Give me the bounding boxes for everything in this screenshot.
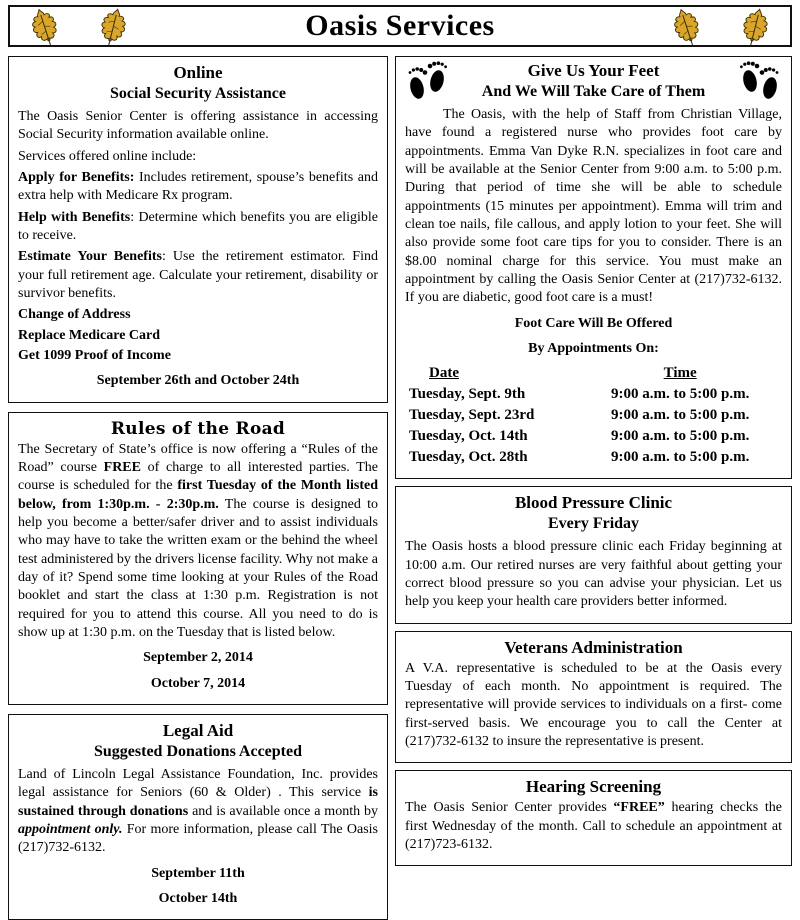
footcare-table-header xyxy=(405,365,782,382)
footcare-offer-line1: Foot Care Will Be Offered xyxy=(514,315,673,331)
text-segment: The Oasis Senior Center provides xyxy=(405,800,614,816)
hearing-title: Hearing Screening xyxy=(525,777,662,797)
footcare-table-row xyxy=(405,449,782,466)
text-segment-bold: Help with Benefits xyxy=(18,209,131,225)
section-online-social-security xyxy=(8,56,388,403)
online-bold-line: Get 1099 Proof of Income xyxy=(18,347,171,363)
online-estimate-paragraph xyxy=(18,248,378,303)
text-segment-bold: Apply for Benefits: xyxy=(18,169,135,185)
online-title: Online xyxy=(173,63,223,82)
content-columns xyxy=(0,56,800,920)
text-segment: and is available once a month by xyxy=(188,803,378,819)
text-segment: For more information, please call The Oasis (217)732-6132. xyxy=(18,821,378,856)
text-segment-bold: first Tuesday of the Month listed below, from 1:30p.m. - 2:30p.m. xyxy=(18,478,378,512)
text-segment-bold: is sustained through donations xyxy=(18,785,378,819)
legal-paragraph xyxy=(18,766,378,858)
text-segment: Includes retirement, spouse’s benefits and extra help with Medicare Rx program. xyxy=(18,169,378,204)
footcare-title-line2: And We Will Take Care of Them xyxy=(481,83,706,100)
footcare-time-cell: 9:00 a.m. to 5:00 p.m. xyxy=(611,407,750,424)
leaf-decoration-left xyxy=(30,7,128,49)
section-hearing-screening xyxy=(395,770,792,866)
right-column xyxy=(395,56,792,866)
online-intro: The Oasis Senior Center is offering assistance in accessing Social Security information available online. xyxy=(18,109,378,143)
rules-date: September 2, 2014 xyxy=(143,650,253,666)
footcare-time-cell: 9:00 a.m. to 5:00 p.m. xyxy=(611,428,750,445)
legal-subtitle: Suggested Donations Accepted xyxy=(93,742,302,760)
text-segment: : Use the retirement estimator. Find your full retirement age. Calculate your retirement, disability or survivor benefits. xyxy=(18,249,378,301)
online-bold-line: Change of Address xyxy=(18,307,131,323)
footcare-table-row xyxy=(405,428,782,445)
legal-title: Legal Aid xyxy=(162,720,234,740)
oak-leaf-icon xyxy=(94,5,133,51)
footcare-date-cell: Tuesday, Oct. 14th xyxy=(409,428,528,445)
text-segment-bold-italic: appointment only. xyxy=(18,821,123,837)
online-dates-line: September 26th and October 24th xyxy=(96,373,300,389)
va-paragraph: A V.A. representative is scheduled to be at the Oasis every Tuesday of each month. No appointment is required. The representative will provide services to individuals on a first- come first-served basis. We encourage you to call the Center at (217)732-6132 to insure the representative is present. xyxy=(405,660,782,749)
footcare-time-cell: 9:00 a.m. to 5:00 p.m. xyxy=(611,449,750,466)
text-segment: hearing checks the first Wednesday of the month. Call to schedule an appointment at (217)723-6132. xyxy=(405,800,782,852)
online-subtitle: Social Security Assistance xyxy=(110,85,286,102)
text-segment-bold: FREE xyxy=(103,459,141,475)
footcare-offer-line2: By Appointments On: xyxy=(528,340,659,356)
section-blood-pressure-clinic xyxy=(395,486,792,623)
left-column xyxy=(8,56,388,920)
bp-paragraph: The Oasis hosts a blood pressure clinic each Friday beginning at 10:00 a.m. Our retired nurses are very faithful about getting your correct blood pressure so you can advise your physician. Let us help you keep your health care providers better informed. xyxy=(405,539,782,610)
text-segment-bold: “FREE” xyxy=(613,800,665,816)
footprints-icon xyxy=(404,61,450,103)
online-services-line: Services offered online include: xyxy=(18,148,197,164)
oak-leaf-icon xyxy=(25,4,66,51)
legal-date: October 14th xyxy=(158,890,238,906)
footcare-col-time xyxy=(578,365,782,382)
footcare-table-row xyxy=(405,407,782,424)
newsletter-page xyxy=(0,5,800,920)
text-segment: Land of Lincoln Legal Assistance Foundation, Inc. provides legal assistance for Seniors (60 & Older) . This service xyxy=(18,766,378,801)
section-legal-aid xyxy=(8,714,388,920)
online-help-paragraph xyxy=(18,209,378,246)
rules-date: October 7, 2014 xyxy=(150,675,246,691)
rules-paragraph xyxy=(18,441,378,643)
bp-title: Blood Pressure Clinic xyxy=(514,493,673,513)
rules-title: Rules of the Road xyxy=(110,418,286,439)
oak-leaf-icon xyxy=(667,4,708,51)
online-bold-line: Replace Medicare Card xyxy=(18,327,161,343)
online-apply-paragraph xyxy=(18,169,378,206)
footcare-date-cell: Tuesday, Oct. 28th xyxy=(409,449,528,466)
leaf-decoration-right xyxy=(672,7,770,49)
column-header-label: Time xyxy=(663,365,697,382)
footcare-title-line1: Give Us Your Feet xyxy=(527,61,660,80)
text-segment: of charge to all interested parties. The course is scheduled for the xyxy=(18,459,378,494)
oak-leaf-icon xyxy=(736,5,775,51)
footcare-time-cell: 9:00 a.m. to 5:00 p.m. xyxy=(611,386,750,403)
text-segment: : Determine which benefits you are eligible to receive. xyxy=(18,209,378,243)
footcare-table-row xyxy=(405,386,782,403)
footcare-paragraph: The Oasis, with the help of Staff from Christian Village, have found a registered nurse who provides foot care by appointments. Emma Van Dyke R.N. specializes in foot care and will be available at the Senior Center from 9:00 a.m. to 5:00 p.m. During that period of time she will be able to schedule appointments (15 minutes per appointment). Emma will trim and clean toe nails, file callous, and apply lotion to your feet. She will also provide some foot care tips for you to consider. There is an $8.00 nominal charge for this service. You must make an appointment by calling the Oasis Senior Center at (217)732-6132. If you are diabetic, good foot care is a must! xyxy=(405,107,782,306)
footcare-date-cell: Tuesday, Sept. 23rd xyxy=(409,407,535,424)
hearing-paragraph xyxy=(405,799,782,854)
va-title: Veterans Administration xyxy=(504,637,683,657)
column-header-label: Date xyxy=(429,365,459,382)
bp-subtitle: Every Friday xyxy=(547,515,640,533)
page-title: Oasis Services xyxy=(305,9,495,42)
text-segment-bold: Estimate Your Benefits xyxy=(18,249,162,265)
footprints-icon xyxy=(737,61,783,103)
legal-date: September 11th xyxy=(151,865,245,881)
footcare-col-date xyxy=(405,365,578,382)
section-rules-of-the-road xyxy=(8,412,388,705)
section-veterans-administration xyxy=(395,631,792,764)
text-segment: The Secretary of State’s office is now offering a “Rules of the Road” course xyxy=(18,441,378,475)
footcare-date-cell: Tuesday, Sept. 9th xyxy=(409,386,526,403)
header xyxy=(8,5,792,47)
section-foot-care xyxy=(395,56,792,479)
text-segment: The course is designed to help you become a better/safer driver and to assist individuals who may have to take the written exam or the behind the wheel test administered by the drivers license facility. Why not make a day of it? Spend some time looking at your Rules of the Road booklet and start the class at 1:30 p.m. Registration is not required for you to attend this course. All you need to do is show up at 1:30 p.m. on the Tuesday that is listed below. xyxy=(18,496,378,640)
